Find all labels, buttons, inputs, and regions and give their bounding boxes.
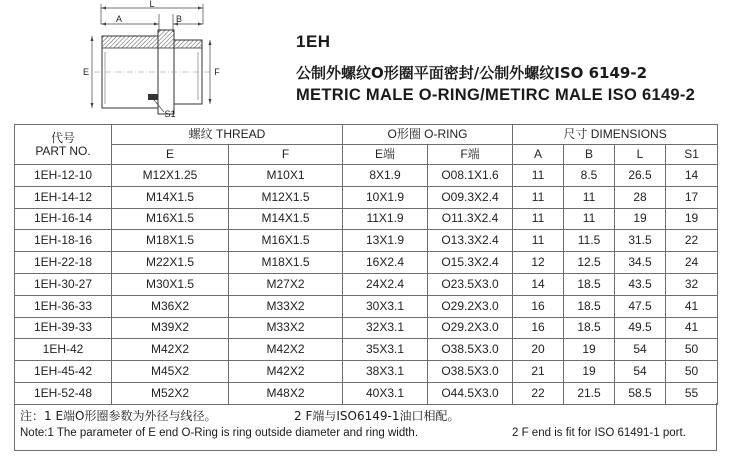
cell-col-s1: 14 xyxy=(666,165,718,187)
cell-col-s1: 32 xyxy=(666,273,718,295)
cell-part-no: 1EH-36-33 xyxy=(15,295,112,317)
header-col-e-end: E端 xyxy=(343,145,428,165)
cell-col-a: 22 xyxy=(513,382,564,404)
cell-col-f-end: O08.1X1.6 xyxy=(428,165,513,187)
fitting-section-drawing xyxy=(72,0,222,120)
dim-label-f: F xyxy=(214,67,220,77)
header-col-f-end: F端 xyxy=(428,145,513,165)
cell-col-s1: 41 xyxy=(666,317,718,339)
product-code-title: 1EH xyxy=(296,32,331,51)
cell-part-no: 1EH-45-42 xyxy=(15,361,112,383)
table-row xyxy=(15,317,718,339)
cell-col-l: 58.5 xyxy=(615,382,666,404)
cell-col-a: 14 xyxy=(513,273,564,295)
cell-col-f: M10X1 xyxy=(229,165,343,187)
dim-label-e: E xyxy=(82,67,90,77)
cell-col-s1: 50 xyxy=(666,361,718,383)
cell-col-b: 8.5 xyxy=(564,165,615,187)
cell-col-e-end: 30X3.1 xyxy=(343,295,428,317)
cell-col-a: 11 xyxy=(513,208,564,230)
cell-col-f-end: O44.5X3.0 xyxy=(428,382,513,404)
cell-col-s1: 50 xyxy=(666,339,718,361)
cell-col-l: 31.5 xyxy=(615,230,666,252)
header-col-l: L xyxy=(615,145,666,165)
cell-part-no: 1EH-22-18 xyxy=(15,252,112,274)
cell-col-a: 21 xyxy=(513,361,564,383)
notes-box xyxy=(14,403,717,451)
cell-col-e-end: 32X3.1 xyxy=(343,317,428,339)
cell-col-l: 34.5 xyxy=(615,252,666,274)
cell-col-e-end: 24X2.4 xyxy=(343,273,428,295)
cell-col-b: 11.5 xyxy=(564,230,615,252)
cell-part-no: 1EH-30-27 xyxy=(15,273,112,295)
cell-col-e: M18X1.5 xyxy=(112,230,229,252)
cell-col-a: 11 xyxy=(513,165,564,187)
cell-col-l: 43.5 xyxy=(615,273,666,295)
header-thread: 螺纹 THREAD xyxy=(112,125,343,145)
cell-part-no: 1EH-14-12 xyxy=(15,186,112,208)
cell-col-f: M14X1.5 xyxy=(229,208,343,230)
cell-col-b: 11 xyxy=(564,208,615,230)
cell-col-e-end: 40X3.1 xyxy=(343,382,428,404)
cell-col-e: M52X2 xyxy=(112,382,229,404)
cell-col-e: M30X1.5 xyxy=(112,273,229,295)
cell-col-f: M33X2 xyxy=(229,295,343,317)
header-dimensions: 尺寸 DIMENSIONS xyxy=(513,125,718,145)
header-col-a: A xyxy=(513,145,564,165)
cell-col-e: M36X2 xyxy=(112,295,229,317)
cell-col-e: M22X1.5 xyxy=(112,252,229,274)
cell-col-e: M42X2 xyxy=(112,339,229,361)
cell-col-f-end: O38.5X3.0 xyxy=(428,339,513,361)
table-row xyxy=(15,382,718,404)
dimensions-table xyxy=(14,124,717,405)
cell-col-f-end: O38.5X3.0 xyxy=(428,361,513,383)
cell-col-f: M48X2 xyxy=(229,382,343,404)
cell-col-f-end: O29.2X3.0 xyxy=(428,317,513,339)
cell-col-b: 18.5 xyxy=(564,317,615,339)
cell-col-f: M12X1.5 xyxy=(229,186,343,208)
note-en-2: 2 F end is fit for ISO 61491-1 port. xyxy=(512,427,686,439)
cell-col-f: M33X2 xyxy=(229,317,343,339)
cell-col-f-end: O09.3X2.4 xyxy=(428,186,513,208)
cell-col-l: 19 xyxy=(615,208,666,230)
table-row xyxy=(15,186,718,208)
cell-col-f-end: O15.3X2.4 xyxy=(428,252,513,274)
cell-col-b: 12.5 xyxy=(564,252,615,274)
cell-col-e: M14X1.5 xyxy=(112,186,229,208)
cell-part-no: 1EH-52-48 xyxy=(15,382,112,404)
cell-part-no: 1EH-39-33 xyxy=(15,317,112,339)
cell-part-no: 1EH-12-10 xyxy=(15,165,112,187)
cell-col-b: 21.5 xyxy=(564,382,615,404)
cell-col-f-end: O11.3X2.4 xyxy=(428,208,513,230)
note-cn-1: 注：1 E端O形圈参数为外径与线径。 xyxy=(20,409,217,423)
cell-col-b: 18.5 xyxy=(564,295,615,317)
dim-label-s1: S1 xyxy=(164,109,176,119)
cell-col-b: 19 xyxy=(564,339,615,361)
cell-col-b: 18.5 xyxy=(564,273,615,295)
header-col-e: E xyxy=(112,145,229,165)
cell-col-a: 20 xyxy=(513,339,564,361)
cell-col-s1: 22 xyxy=(666,230,718,252)
cell-col-f: M42X2 xyxy=(229,361,343,383)
table-row xyxy=(15,361,718,383)
cell-col-a: 16 xyxy=(513,317,564,339)
cell-col-f: M42X2 xyxy=(229,339,343,361)
cell-col-l: 54 xyxy=(615,339,666,361)
table-row xyxy=(15,252,718,274)
cell-col-a: 11 xyxy=(513,186,564,208)
table-row xyxy=(15,273,718,295)
cell-col-s1: 19 xyxy=(666,208,718,230)
cell-col-f: M18X1.5 xyxy=(229,252,343,274)
cell-part-no: 1EH-16-14 xyxy=(15,208,112,230)
cell-col-l: 26.5 xyxy=(615,165,666,187)
cell-col-s1: 55 xyxy=(666,382,718,404)
header-part-no xyxy=(15,125,112,165)
note-en-1: Note:1 The parameter of E end O-Ring is ring outside diameter and ring width. xyxy=(20,427,419,439)
table-row xyxy=(15,230,718,252)
table-row xyxy=(15,208,718,230)
cell-col-e-end: 11X1.9 xyxy=(343,208,428,230)
cell-col-l: 47.5 xyxy=(615,295,666,317)
cell-col-e-end: 8X1.9 xyxy=(343,165,428,187)
cell-col-l: 54 xyxy=(615,361,666,383)
product-title-chinese: 公制外螺纹O形圈平面密封/公制外螺纹ISO 6149-2 xyxy=(296,64,648,82)
cell-col-e-end: 13X1.9 xyxy=(343,230,428,252)
cell-col-e-end: 10X1.9 xyxy=(343,186,428,208)
cell-col-b: 19 xyxy=(564,361,615,383)
cell-col-e: M16X1.5 xyxy=(112,208,229,230)
dim-label-b: B xyxy=(175,14,183,24)
table-row xyxy=(15,295,718,317)
header-col-s1: S1 xyxy=(666,145,718,165)
dim-label-l: L xyxy=(149,0,155,9)
cell-part-no: 1EH-18-16 xyxy=(15,230,112,252)
cell-col-b: 11 xyxy=(564,186,615,208)
header-col-b: B xyxy=(564,145,615,165)
cell-col-a: 11 xyxy=(513,230,564,252)
cell-part-no: 1EH-42 xyxy=(15,339,112,361)
cell-col-a: 12 xyxy=(513,252,564,274)
table-row xyxy=(15,165,718,187)
cell-col-e-end: 38X3.1 xyxy=(343,361,428,383)
cell-col-a: 16 xyxy=(513,295,564,317)
cell-col-e-end: 16X2.4 xyxy=(343,252,428,274)
cell-col-l: 49.5 xyxy=(615,317,666,339)
cell-col-e: M45X2 xyxy=(112,361,229,383)
cell-col-l: 28 xyxy=(615,186,666,208)
header-part-cn: 代号 xyxy=(50,130,75,145)
cell-col-f: M16X1.5 xyxy=(229,230,343,252)
cell-col-e-end: 35X3.1 xyxy=(343,339,428,361)
cell-col-s1: 41 xyxy=(666,295,718,317)
header-part-en: PART NO. xyxy=(35,143,91,158)
header-col-f: F xyxy=(229,145,343,165)
cell-col-f-end: O29.2X3.0 xyxy=(428,295,513,317)
cell-col-e: M12X1.25 xyxy=(112,165,229,187)
dim-label-a: A xyxy=(115,14,123,24)
cell-col-s1: 24 xyxy=(666,252,718,274)
product-title-english: METRIC MALE O-RING/METIRC MALE ISO 6149-2 xyxy=(296,86,696,104)
note-cn-2: 2 F端与ISO6149-1油口相配。 xyxy=(294,409,460,423)
table-row xyxy=(15,339,718,361)
cell-col-e: M39X2 xyxy=(112,317,229,339)
cell-col-f: M27X2 xyxy=(229,273,343,295)
cell-col-s1: 17 xyxy=(666,186,718,208)
cell-col-f-end: O13.3X2.4 xyxy=(428,230,513,252)
cell-col-f-end: O23.5X3.0 xyxy=(428,273,513,295)
header-oring: O形圈 O-RING xyxy=(343,125,513,145)
